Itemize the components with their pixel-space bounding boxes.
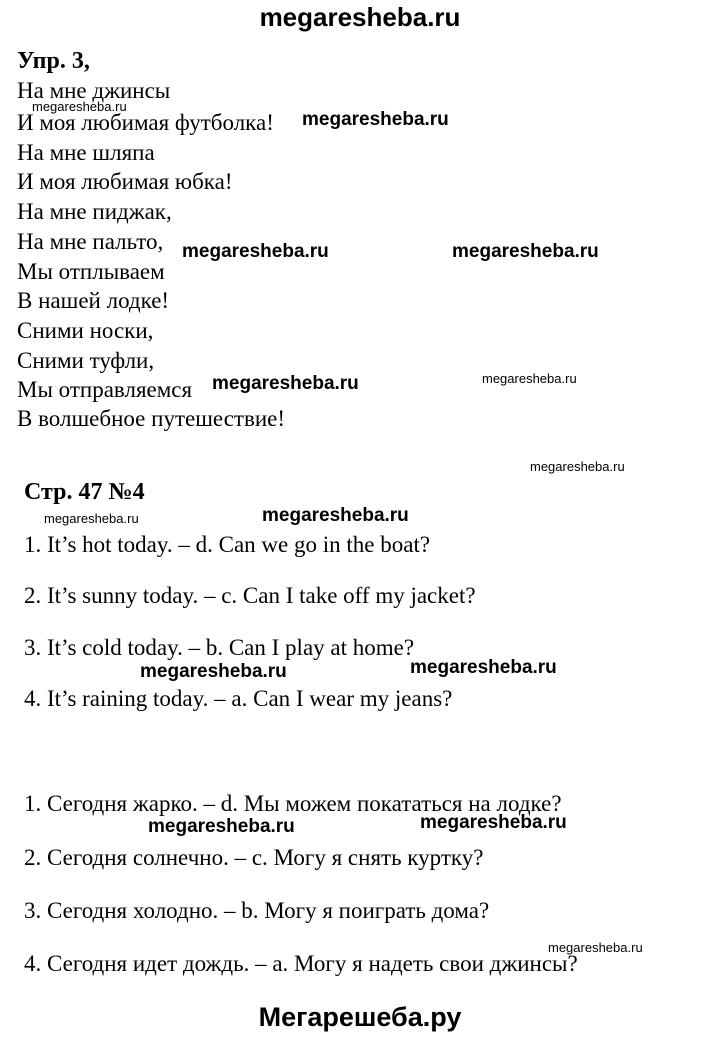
watermark-small: megaresheba.ru (482, 371, 577, 386)
poem-line: На мне шляпа (17, 140, 155, 165)
poem-line: В нашей лодке! (17, 288, 170, 313)
header-site-name: megaresheba.ru (259, 2, 461, 32)
footer-site-name: Мегарешеба.ру (258, 1002, 462, 1032)
watermark-large: megaresheba.ru (410, 657, 557, 678)
poem-line: Сними туфли, (17, 348, 155, 373)
poem-line: На мне джинсы (17, 78, 171, 103)
poem-line: На мне пальто, (17, 229, 164, 254)
english-answer-line: 4. It’s raining today. – a. Can I wear my jeans? (24, 686, 453, 711)
english-answer-line: 1. It’s hot today. – d. Can we go in the boat? (24, 532, 431, 557)
russian-answer-line: 3. Сегодня холодно. – b. Могу я поиграть дома? (24, 898, 490, 923)
poem-line: Сними носки, (17, 318, 154, 343)
watermark-large: megaresheba.ru (212, 373, 359, 394)
watermark-large: megaresheba.ru (140, 661, 287, 682)
poem-line: Мы отправляемся (17, 377, 193, 402)
poem-line: В волшебное путешествие! (17, 406, 285, 431)
watermark-large: megaresheba.ru (420, 812, 567, 833)
poem-line: И моя любимая юбка! (17, 169, 233, 194)
watermark-small: megaresheba.ru (32, 99, 127, 114)
watermark-small: megaresheba.ru (530, 459, 625, 474)
watermark-large: megaresheba.ru (262, 505, 409, 526)
russian-answer-line: 2. Сегодня солнечно. – с. Могу я снять куртку? (24, 845, 484, 870)
english-answer-line: 3. It’s cold today. – b. Can I play at home? (24, 635, 415, 660)
poem-line: Мы отплываем (17, 259, 165, 284)
exercise4-heading: Стр. 47 №4 (24, 479, 145, 505)
exercise3-heading: Упр. 3, (17, 48, 90, 74)
poem-line: На мне пиджак, (17, 199, 172, 224)
russian-answer-line: 4. Сегодня идет дождь. – а. Могу я надеть свои джинсы? (24, 951, 578, 976)
watermark-large: megaresheba.ru (452, 241, 599, 262)
poem-line: И моя любимая футболка! (17, 110, 274, 135)
watermark-large: megaresheba.ru (302, 109, 449, 130)
watermark-large: megaresheba.ru (148, 816, 295, 837)
russian-answer-line: 1. Сегодня жарко. – d. Мы можем покататься на лодке? (24, 791, 562, 816)
watermark-small: megaresheba.ru (548, 940, 643, 955)
watermark-small: megaresheba.ru (44, 511, 139, 526)
watermark-large: megaresheba.ru (182, 241, 329, 262)
english-answer-line: 2. It’s sunny today. – c. Can I take off my jacket? (24, 583, 476, 608)
